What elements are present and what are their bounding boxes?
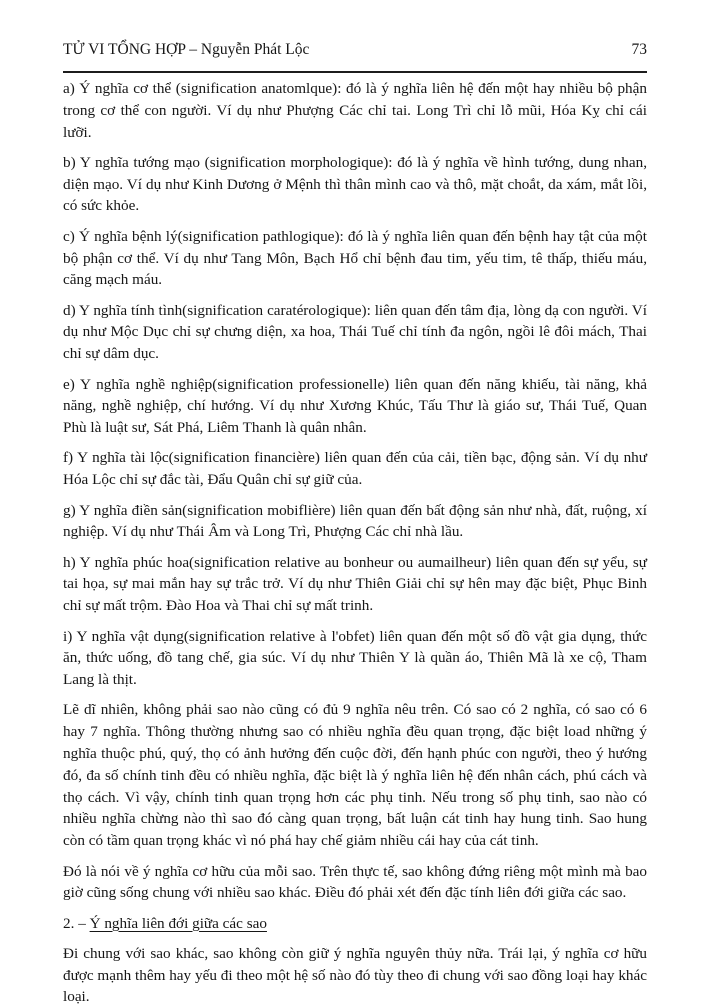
paragraph-h: h) Y nghĩa phúc hoa(signification relative au bonheur ou aumailheur) liên quan đến sự yểu, sự tai họa, sự mai mắn hay sự trắc trở. Ví dụ như Thiên Giải chỉ sự hên may đặc biệt, Phục Binh chỉ sự mất trộm. Đào Hoa và Thai chỉ sự mất trinh.	[63, 553, 647, 615]
paragraph-c: c) Ý nghĩa bệnh lý(signification pathlogique): đó là ý nghĩa liên quan đến bệnh hay tật của một bộ phận cơ thể. Ví dụ như Tang Môn, Bạch Hổ chỉ bệnh đau tim, yếu tim, tê thấp, thiếu máu, căng mạch máu.	[63, 227, 647, 289]
section-title: Ý nghĩa liên đới giữa các sao	[89, 914, 267, 932]
paragraph-i: i) Y nghĩa vật dụng(signification relative à l'obfet) liên quan đến một số đồ vật gia dụng, thức ăn, thức uống, đồ tang chế, gia súc. Ví dụ như Thiên Y là quần áo, Thiên Mã là xe cộ, Tham Lang là thịt.	[63, 627, 647, 689]
header-rule	[63, 71, 647, 73]
paragraph-f: f) Y nghĩa tài lộc(signification financière) liên quan đến của cải, tiền bạc, động sản. Ví dụ như Hóa Lộc chỉ sự đắc tài, Đẩu Quân chỉ sự giữ của.	[63, 449, 647, 489]
running-header-title: TỬ VI TỔNG HỢP – Nguyễn Phát Lộc	[63, 41, 310, 58]
paragraph-closing: Đi chung với sao khác, sao không còn giữ ý nghĩa nguyên thủy nữa. Trái lại, ý nghĩa cơ hữu được mạnh thêm hay yếu đi theo một hệ số nào đó tùy theo đi chung với sao đồng loại hay khác loại.	[63, 944, 647, 1006]
paragraph-b: b) Y nghĩa tướng mạo (signification morphologique): đó là ý nghĩa về hình tướng, dung nhan, diện mạo. Ví dụ như Kinh Dương ở Mệnh thì thân mình cao và thô, mặt choắt, da xám, mắt lồi, có sức khỏe.	[63, 153, 647, 215]
paragraph-a: a) Ý nghĩa cơ thể (signification anatomlque): đó là ý nghĩa liên hệ đến một hay nhiều bộ phận trong cơ thể con người. Ví dụ như Phượng Các chỉ tai. Long Trì chỉ lỗ mũi, Hóa Kỵ chỉ cái lưỡi.	[63, 80, 647, 141]
page-content	[63, 78, 647, 1008]
paragraph-e: e) Y nghĩa nghề nghiệp(signification professionelle) liên quan đến năng khiếu, tài năng, khả năng, nghề nghiệp, chí hướng. Ví dụ như Xương Khúc, Tấu Thư là giáo sư, Thái Tuế, Quan Phù là luật sư, Sát Phá, Liêm Thanh là quân nhân.	[63, 375, 647, 437]
section-number: 2. –	[63, 914, 90, 932]
running-header	[63, 40, 647, 60]
section-heading	[63, 913, 647, 935]
paragraph-transition: Đó là nói về ý nghĩa cơ hữu của mỗi sao. Trên thực tế, sao không đứng riêng một mình mà bao giờ cũng sống chung với nhiều sao khác. Điều đó phải xét đến đặc tính liên đới giữa các sao.	[63, 862, 647, 902]
paragraph-summary: Lẽ dĩ nhiên, không phải sao nào cũng có đủ 9 nghĩa nêu trên. Có sao có 2 nghĩa, có sao có 6 hay 7 nghĩa. Thông thường nhưng sao có nhiều nghĩa đều quan trọng, đặc biệt load những ý nghĩa thuộc phú, quý, thọ có ảnh hưởng đến cuộc đời, đến hạnh phúc con người, theo ý hướng đó, đa số chính tinh đều có nhiều nghĩa, đặc biệt là ý nghĩa liên hệ đến nhân cách, phú cách và thọ cách. Vì vậy, chính tinh quan trọng hơn các phụ tinh. Nếu trong số phụ tinh, sao nào có nhiều nghĩa chừng nào thì sao đó càng quan trọng, bất luận cát tinh hay hung tinh. Sao hung còn có tầm quan trọng khác vì nó phá hay chế giảm nhiều cái hay của cát tinh.	[63, 701, 647, 850]
paragraph-d: d) Y nghĩa tính tình(signification caratérologique): liên quan đến tâm địa, lòng dạ con người. Ví dụ như Mộc Dục chỉ sự chưng diện, xa hoa, Thái Tuế chỉ tính đa ngôn, ngồi lê đôi mách, Thai chỉ sự dâm dục.	[63, 301, 647, 363]
paragraph-g: g) Y nghĩa điền sản(signification mobiflière) liên quan đến bất động sản như nhà, đất, ruộng, xí nghiệp. Ví dụ như Thái Âm và Long Trì, Phượng Các chỉ nhà lầu.	[63, 501, 647, 541]
page-number: 73	[631, 41, 647, 58]
